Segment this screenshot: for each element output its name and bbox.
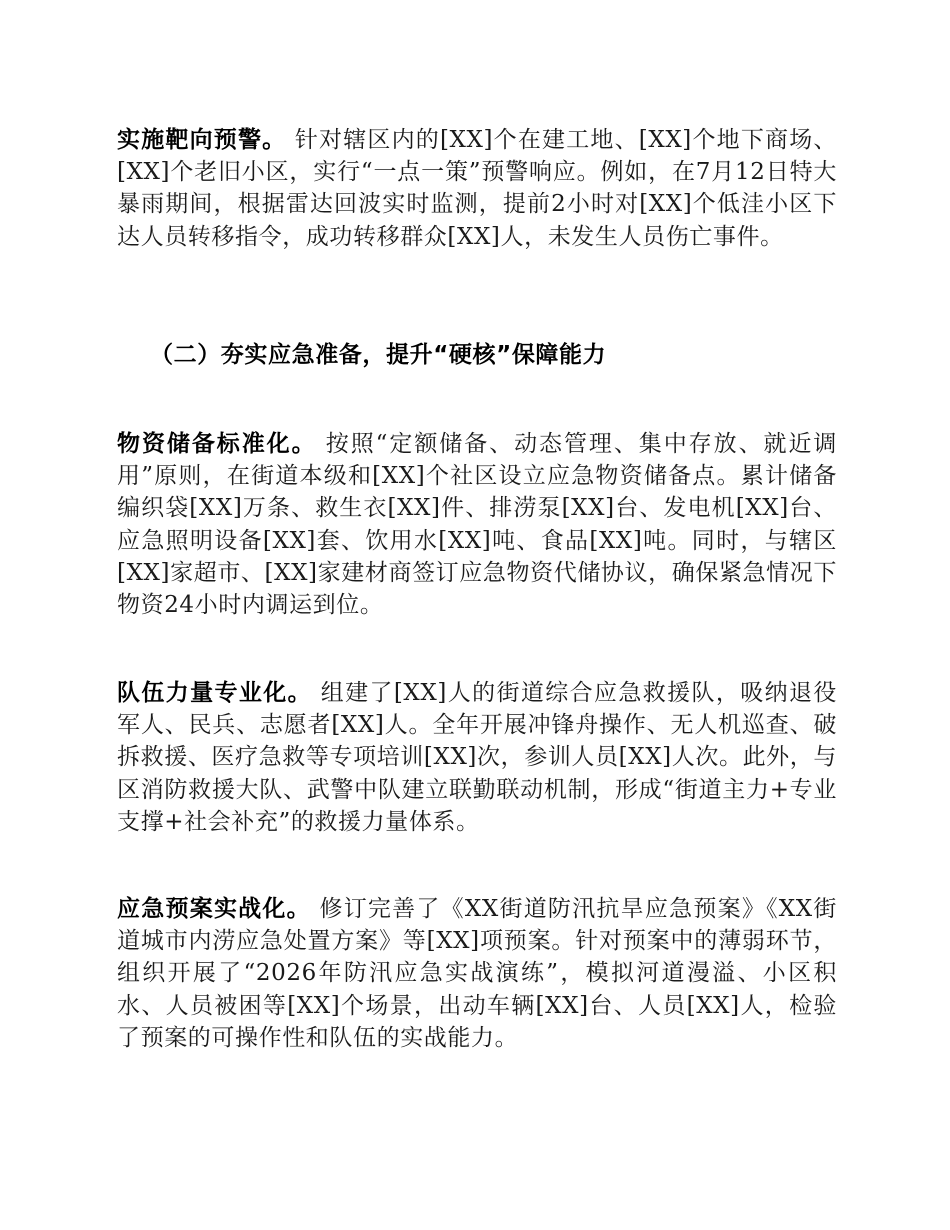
paragraph-body: 修订完善了《XX街道防汛抗旱应急预案》《XX街道城市内涝应急处置方案》等[XX]项预案。针对预案中的薄弱环节，组织开展了“2026年防汛应急实战演练”，模拟河道漫溢、小区积水、人员被困等[XX]个场景，出动车辆[XX]台、人员[XX]人，检验了预案的可操作性和队伍的实战能力。: [117, 896, 837, 1051]
paragraph-targeted-warning: [117, 124, 837, 253]
paragraph-emergency-plan: [117, 893, 837, 1054]
section-heading: （二）夯实应急准备，提升“硬核”保障能力: [150, 342, 607, 368]
paragraph-lead: 物资储备标准化。: [117, 431, 317, 457]
paragraph-team-force: [117, 677, 837, 838]
paragraph-body: 针对辖区内的[XX]个在建工地、[XX]个地下商场、[XX]个老旧小区，实行“一点一策”预警响应。例如，在7月12日特大暴雨期间，根据雷达回波实时监测，提前2小时对[XX]个低洼小区下达人员转移指令，成功转移群众[XX]人，未发生人员伤亡事件。: [117, 127, 837, 250]
paragraph-lead: 队伍力量专业化。: [117, 680, 313, 706]
paragraph-body: 按照“定额储备、动态管理、集中存放、就近调用”原则，在街道本级和[XX]个社区设立应急物资储备点。累计储备编织袋[XX]万条、救生衣[XX]件、排涝泵[XX]台、发电机[XX]台、应急照明设备[XX]套、饮用水[XX]吨、食品[XX]吨。同时，与辖区[XX]家超市、[XX]家建材商签订应急物资代储协议，确保紧急情况下物资24小时内调运到位。: [117, 431, 837, 619]
paragraph-body: 组建了[XX]人的街道综合应急救援队，吸纳退役军人、民兵、志愿者[XX]人。全年开展冲锋舟操作、无人机巡查、破拆救援、医疗急救等专项培训[XX]次，参训人员[XX]人次。此外，与区消防救援大队、武警中队建立联勤联动机制，形成“街道主力+专业支撑+社会补充”的救援力量体系。: [117, 680, 837, 835]
paragraph-lead: 实施靶向预警。: [117, 127, 287, 153]
paragraph-lead: 应急预案实战化。: [117, 896, 311, 922]
paragraph-supplies-reserve: [117, 428, 837, 621]
